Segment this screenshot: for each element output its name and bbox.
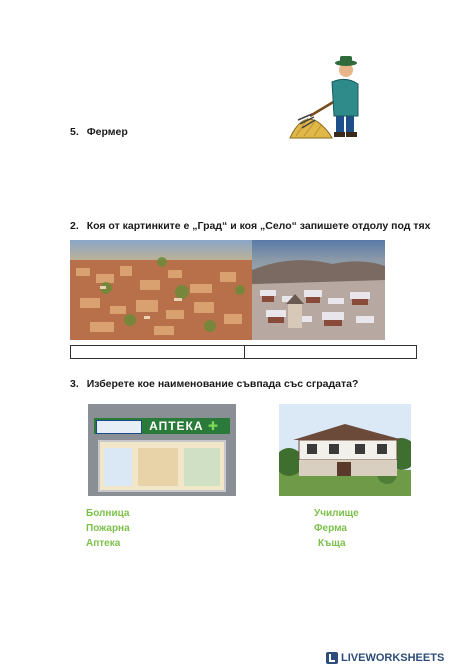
footer-brand-text: LIVEWORKSHEETS	[341, 652, 445, 664]
task2-number: 2.	[70, 220, 79, 232]
green-cross-icon: ✚	[207, 419, 219, 433]
task3-question: Изберете кое наименование съвпада със сградата?	[86, 378, 359, 390]
option-farm[interactable]: Ферма	[314, 523, 347, 534]
house-photo	[279, 404, 411, 496]
left-options	[86, 508, 130, 553]
pharmacy-window	[98, 440, 226, 492]
task2-heading	[70, 220, 430, 232]
answer-box-city[interactable]	[70, 345, 245, 359]
task5-number: 5.	[70, 126, 79, 138]
farmer-illustration	[288, 52, 370, 140]
pharmacy-sign-text: АПТЕКА	[149, 419, 204, 433]
option-hospital[interactable]: Болница	[86, 508, 130, 519]
task5-label: Фермер	[86, 126, 128, 138]
right-options	[314, 508, 359, 553]
option-house[interactable]: Къща	[318, 538, 346, 549]
task2-question: Коя от картинките е „Град“ и коя „Село“ запишете отдолу под тях	[86, 220, 431, 232]
answer-box-village[interactable]	[244, 345, 417, 359]
task3-heading	[70, 378, 358, 390]
option-school[interactable]: Училище	[314, 508, 359, 519]
task5-heading	[70, 126, 128, 138]
pharmacy-logo-left	[96, 420, 142, 434]
task3-number: 3.	[70, 378, 79, 390]
pharmacy-sign	[144, 418, 224, 434]
pharmacy-photo	[88, 404, 236, 496]
option-fire-station[interactable]: Пожарна	[86, 523, 130, 534]
option-pharmacy[interactable]: Аптека	[86, 538, 121, 549]
footer-brand	[326, 651, 444, 665]
village-photo	[252, 240, 385, 340]
city-photo	[70, 240, 252, 340]
liveworksheets-logo-icon	[326, 652, 338, 664]
